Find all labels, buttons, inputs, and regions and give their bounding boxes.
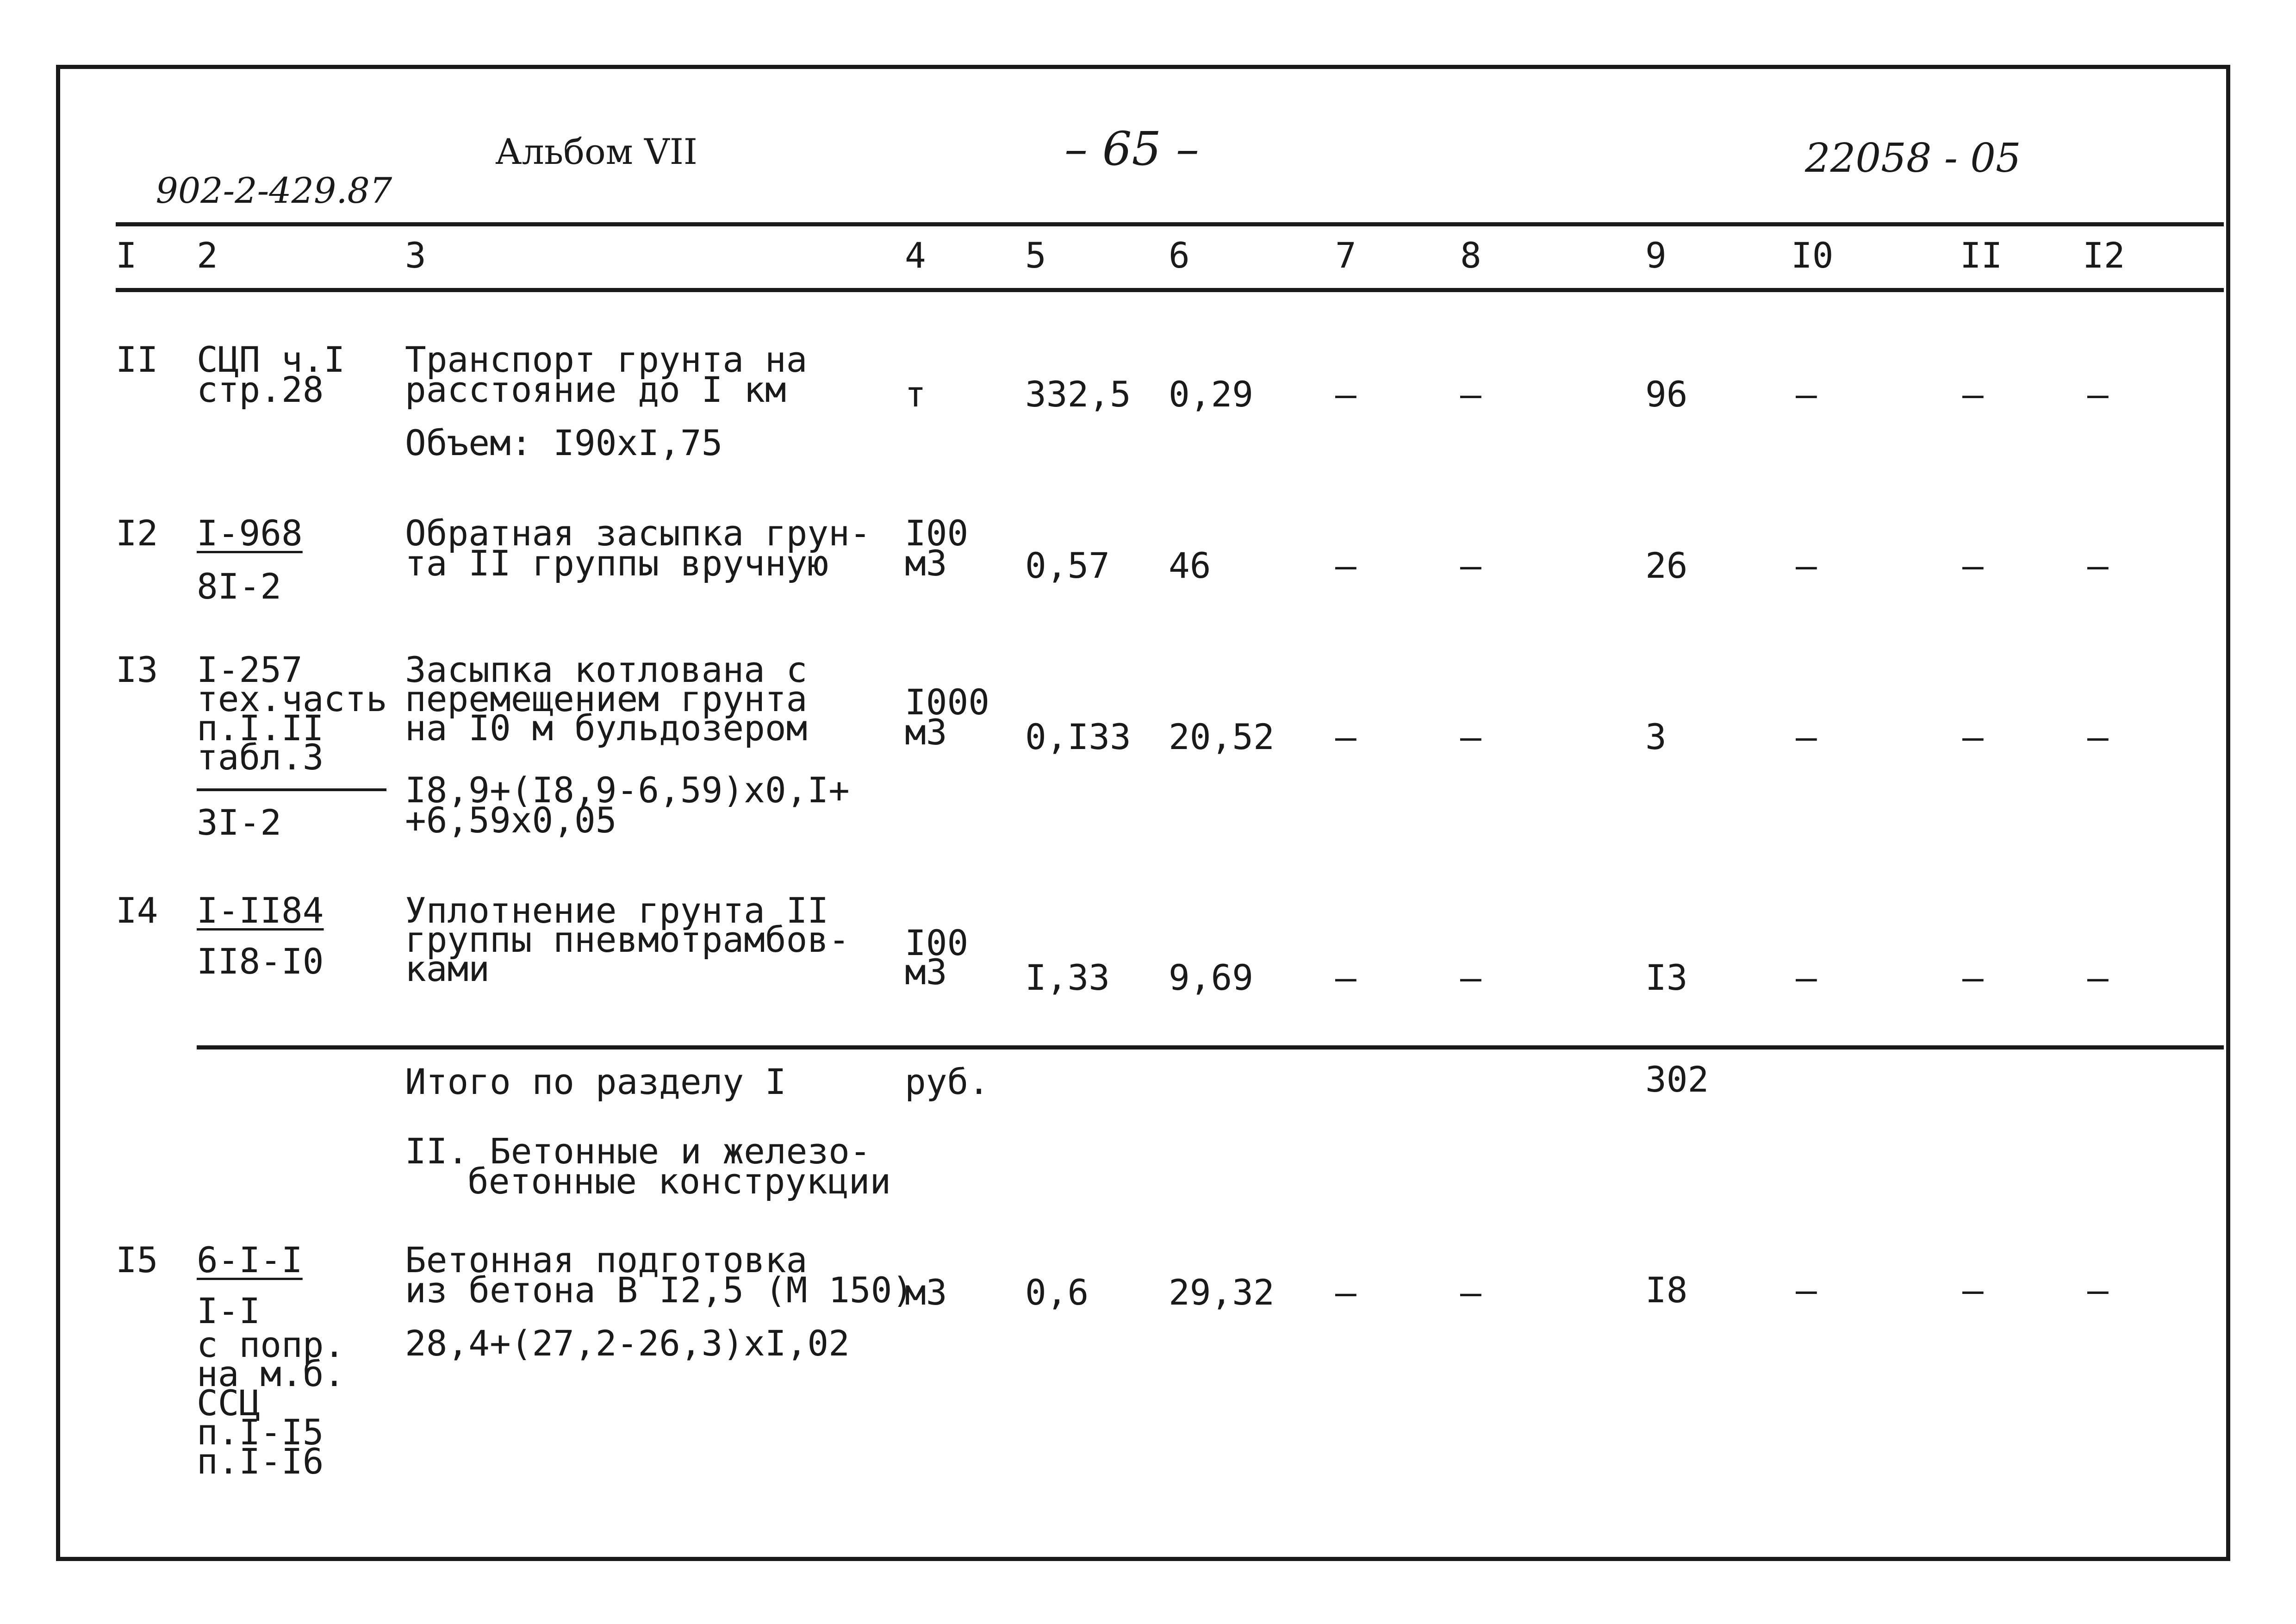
row-15-ref-line4: ССЦ [197, 1382, 261, 1424]
row-15-col8: – [1460, 1272, 1481, 1313]
col-header-6: 6 [1169, 235, 1190, 276]
row-13-calc-line2: +6,59x0,05 [405, 800, 617, 841]
row-11-desc-line1: Транспорт грунта на [405, 339, 808, 380]
row-13-num: I3 [116, 649, 158, 690]
row-13-col10: – [1796, 716, 1817, 757]
row-12-col7: – [1335, 545, 1356, 586]
row-13-col9: 3 [1645, 716, 1667, 757]
registration-number: 22058 - 05 [1805, 135, 2021, 181]
row-13-ref-line1: I-257 [197, 649, 303, 690]
row-14-ref-bottom: II8-I0 [197, 941, 324, 982]
row-14-desc-line2: группы пневмотрамбов- [405, 919, 850, 960]
row-13-col12: – [2087, 716, 2109, 757]
col-header-11: II [1960, 235, 2003, 276]
row-11-calc: Объем: I90xI,75 [405, 422, 723, 463]
row-13-unit-line1: I000 [905, 681, 990, 723]
row-15-desc-line2: из бетона В I2,5 (М 150) [405, 1269, 914, 1311]
total-unit: руб. [905, 1061, 990, 1102]
row-14-col11: – [1962, 957, 1984, 998]
row-15-num: I5 [116, 1239, 158, 1280]
doc-code [113, 132, 392, 210]
row-15-ref-line2: с попр. [197, 1324, 345, 1365]
row-12-col12: – [2087, 545, 2109, 586]
row-12-unit-line1: I00 [905, 512, 969, 554]
row-12-num: I2 [116, 512, 158, 554]
row-14-col7: – [1335, 957, 1356, 998]
row-11-ref-line2: стр.28 [197, 369, 324, 410]
row-11-col9: 96 [1645, 374, 1688, 415]
row-15-col10: – [1796, 1269, 1817, 1311]
row-15-ref-line1: I-I [197, 1290, 261, 1331]
row-13-calc-line1: I8,9+(I8,9-6,59)x0,I+ [405, 769, 850, 811]
row-13-ref-line4: табл.3 [197, 737, 324, 778]
row-15-ref-top: 6-I-I [197, 1239, 303, 1280]
row-13-col8: – [1460, 716, 1481, 757]
col-header-8: 8 [1460, 235, 1481, 276]
row-13-col5: 0,I33 [1025, 716, 1131, 757]
row-13-desc-line2: перемещением грунта [405, 678, 808, 719]
row-11-col5: 332,5 [1025, 374, 1131, 415]
row-12-col6: 46 [1169, 545, 1211, 586]
col-header-4: 4 [905, 235, 926, 276]
row-15-col5: 0,6 [1025, 1272, 1089, 1313]
row-12-col9: 26 [1645, 545, 1688, 586]
total-value: 302 [1645, 1059, 1709, 1100]
row-15-col9: I8 [1645, 1269, 1688, 1311]
row-11-col11: – [1962, 374, 1984, 415]
album-label: Альбом VII [495, 131, 697, 172]
row-14-desc-line1: Уплотнение грунта II [405, 890, 829, 931]
row-11-col8: – [1460, 374, 1481, 415]
row-11-col6: 0,29 [1169, 374, 1254, 415]
row-15-ref-line6: п.I-I6 [197, 1441, 324, 1482]
row-11-col7: – [1335, 374, 1356, 415]
row-14-num: I4 [116, 890, 158, 931]
row-12-ref-top: I-968 [197, 512, 303, 554]
col-header-3: 3 [405, 235, 426, 276]
total-rule [197, 1045, 2224, 1049]
row-11-desc-line2: расстояние до I км [405, 369, 786, 410]
row-14-unit-line2: м3 [905, 951, 947, 993]
row-14-col12: – [2087, 957, 2109, 998]
row-15-calc: 28,4+(27,2-26,3)xI,02 [405, 1323, 850, 1364]
row-15-ref-line5: п.I-I5 [197, 1412, 324, 1453]
col-header-7: 7 [1335, 235, 1356, 276]
row-14-col9: I3 [1645, 957, 1688, 998]
row-11-col12: – [2087, 374, 2109, 415]
row-12-ref-bottom: 8I-2 [197, 566, 282, 607]
row-14-col5: I,33 [1025, 957, 1110, 998]
row-13-desc-line1: Засыпка котлована с [405, 649, 808, 690]
col-header-2: 2 [197, 235, 218, 276]
col-header-10: I0 [1791, 235, 1834, 276]
row-13-unit-line2: м3 [905, 712, 947, 753]
section-2-heading-line2: бетонные конструкции [467, 1161, 891, 1202]
total-label: Итого по разделу I [405, 1061, 786, 1102]
row-13-ref-line2: тех.часть [197, 678, 387, 719]
row-15-col7: – [1335, 1272, 1356, 1313]
page-number: – 65 – [1064, 122, 1199, 176]
row-12-desc-line1: Обратная засыпка грун- [405, 512, 871, 554]
row-15-desc-line1: Бетонная подготовка [405, 1239, 808, 1280]
row-15-unit: м3 [905, 1272, 947, 1313]
row-12-desc-line2: та II группы вручную [405, 543, 829, 584]
row-14-col6: 9,69 [1169, 957, 1254, 998]
row-14-col10: – [1796, 957, 1817, 998]
col-header-9: 9 [1645, 235, 1667, 276]
row-12-col11: – [1962, 545, 1984, 586]
row-11-col10: – [1796, 374, 1817, 415]
row-13-col6: 20,52 [1169, 716, 1275, 757]
row-14-ref-top: I-II84 [197, 890, 324, 931]
row-15-col11: – [1962, 1269, 1984, 1311]
header-top-rule [116, 222, 2224, 226]
row-15-col12: – [2087, 1269, 2109, 1311]
header-bottom-rule [116, 288, 2224, 292]
row-11-unit: т [905, 374, 926, 415]
row-14-col8: – [1460, 957, 1481, 998]
row-15-ref-line3: на м.б. [197, 1353, 345, 1394]
row-13-ref-divider [197, 788, 386, 791]
row-13-desc-line3: на I0 м бульдозером [405, 707, 808, 749]
section-2-heading-line1: II. Бетонные и железо- [405, 1131, 871, 1172]
row-13-col7: – [1335, 716, 1356, 757]
doc-code-text: 902-2-429.87 [156, 170, 392, 211]
col-header-12: I2 [2083, 235, 2125, 276]
row-11-ref-line1: СЦП ч.I [197, 339, 345, 380]
row-12-unit-line2: м3 [905, 543, 947, 584]
row-14-desc-line3: ками [405, 948, 490, 989]
row-13-ref-line3: п.I.II [197, 707, 324, 749]
col-header-5: 5 [1025, 235, 1046, 276]
row-15-col6: 29,32 [1169, 1272, 1275, 1313]
row-12-col10: – [1796, 545, 1817, 586]
row-13-col11: – [1962, 716, 1984, 757]
row-12-col8: – [1460, 545, 1481, 586]
row-13-ref-bottom: 3I-2 [197, 802, 282, 843]
row-14-unit-line1: I00 [905, 922, 969, 963]
row-12-col5: 0,57 [1025, 545, 1110, 586]
col-header-1: I [116, 235, 137, 276]
row-11-num: II [116, 339, 158, 380]
